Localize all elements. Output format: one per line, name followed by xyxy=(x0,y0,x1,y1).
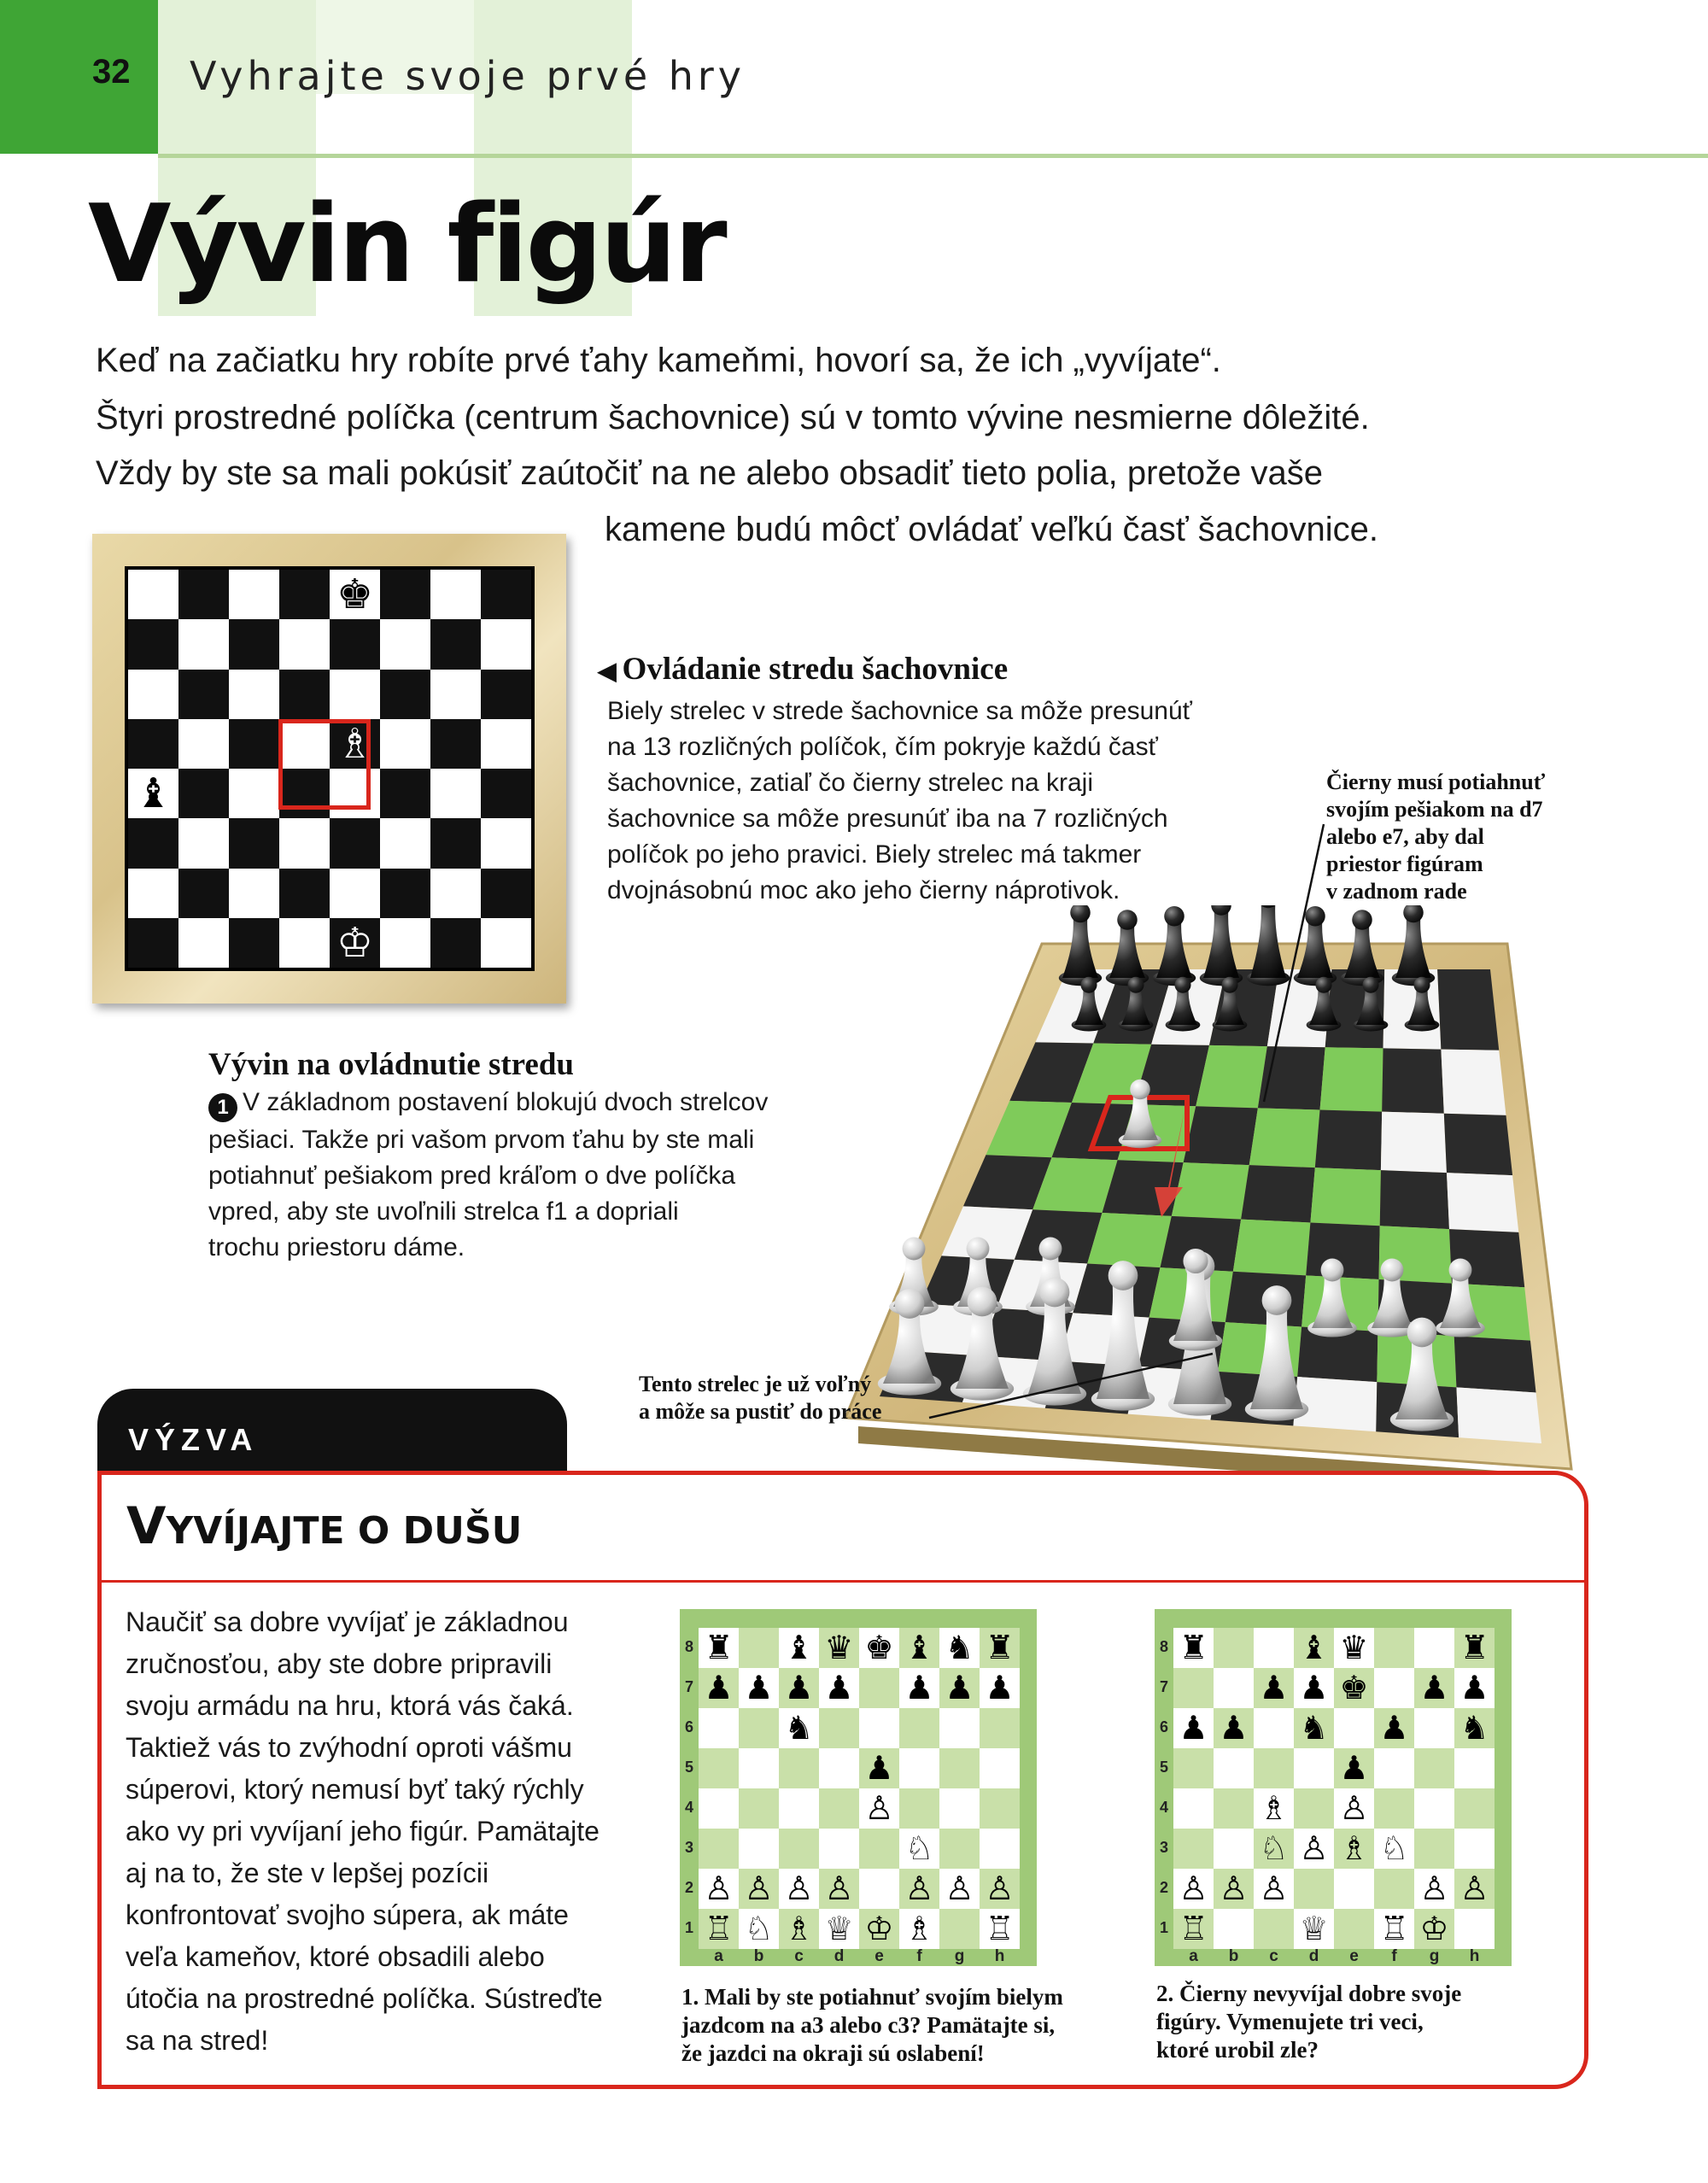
board-square xyxy=(1173,1748,1214,1788)
rank-label: 7 xyxy=(1159,1678,1168,1695)
rank-label: 4 xyxy=(1159,1799,1168,1816)
chess-piece-icon: ♟ xyxy=(980,1668,1020,1708)
text-line: potiahnuť pešiakom pred kráľom o dve políčka xyxy=(208,1162,736,1190)
text-line: šachovnice, zatiaľ čo čierny strelec na kraji xyxy=(607,769,1093,797)
file-label: e xyxy=(1349,1947,1359,1965)
board-square xyxy=(980,1748,1020,1788)
chess-piece-icon: ♜ xyxy=(1173,1628,1214,1668)
board-square xyxy=(1310,1168,1380,1226)
chess-piece-icon: ♔ xyxy=(859,1909,899,1949)
step-number-badge: 1 xyxy=(208,1093,237,1122)
board-square xyxy=(739,1628,779,1668)
file-label: c xyxy=(794,1947,804,1965)
chess-piece-icon: ♛ xyxy=(819,1628,859,1668)
text-line: trochu priestoru dáme. xyxy=(208,1233,465,1261)
file-label: g xyxy=(1429,1947,1440,1965)
chess-piece-icon: ♝ xyxy=(779,1628,819,1668)
chess-piece-icon: ♞ xyxy=(939,1628,980,1668)
development-heading: Vývin na ovládnutie stredu xyxy=(208,1047,574,1082)
challenge-title xyxy=(126,1496,522,1556)
chess-piece-icon: ♘ xyxy=(899,1829,939,1869)
board-square xyxy=(859,1708,899,1748)
text-line: V základnom postavení blokujú dvoch strelcov xyxy=(243,1088,769,1116)
chess-piece-icon: ♗ xyxy=(1254,1788,1294,1829)
rank-label: 4 xyxy=(684,1799,693,1816)
board-square xyxy=(1414,1628,1454,1668)
board-square xyxy=(1173,1829,1214,1869)
board-square xyxy=(939,1748,980,1788)
text-line: útočia na prostredné políčka. Sústreďte xyxy=(126,1983,603,2014)
chess-piece-icon: ♜ xyxy=(980,1628,1020,1668)
file-label: g xyxy=(954,1947,965,1965)
left-arrow-icon: ◀ xyxy=(598,658,623,685)
file-label: c xyxy=(1269,1947,1278,1965)
board-square xyxy=(980,1829,1020,1869)
chess-piece-icon: ♔ xyxy=(336,918,374,967)
chess-piece-icon: ♙ xyxy=(980,1869,1020,1909)
board-square xyxy=(1454,1748,1494,1788)
page-title: Vývin figúr xyxy=(88,181,725,307)
board-square xyxy=(1320,1047,1383,1111)
board-square xyxy=(819,1829,859,1869)
text-line: dvojnásobnú moc ako jeho čierny náprotivok. xyxy=(607,876,1120,904)
chess-piece-icon: ♙ xyxy=(1254,1869,1294,1909)
board-square xyxy=(859,1829,899,1869)
board-square xyxy=(739,1788,779,1829)
caption-line: 1. Mali by ste potiahnuť svojím bielym xyxy=(681,1984,1063,2010)
caption-line: figúry. Vymenujete tri veci, xyxy=(1156,2009,1424,2034)
callout-line: svojím pešiakom na d7 xyxy=(1326,797,1543,822)
file-label: f xyxy=(916,1947,922,1965)
chess-piece-icon: ♙ xyxy=(1334,1788,1374,1829)
file-label: h xyxy=(994,1947,1005,1965)
rank-label: 3 xyxy=(684,1839,693,1856)
caption-line: jazdcom na a3 alebo c3? Pamätajte si, xyxy=(681,2012,1056,2038)
center-control-text xyxy=(607,694,1192,909)
board-square xyxy=(1293,1377,1377,1431)
text-line: konfrontovať svojho súpera, ak máte xyxy=(126,1899,569,1930)
board-square xyxy=(899,1708,939,1748)
header-green-block xyxy=(0,0,158,154)
chess-piece-icon: ♙ xyxy=(1294,1829,1334,1869)
challenge-title-rest: YVÍJAJTE O DUŠU xyxy=(166,1509,523,1553)
board-square xyxy=(1214,1829,1254,1869)
board-square xyxy=(1380,1170,1449,1229)
chessboard-3d-illustration xyxy=(820,905,1580,1512)
diagram-grid xyxy=(1173,1628,1494,1949)
board-square xyxy=(819,1708,859,1748)
page-number: 32 xyxy=(92,53,131,91)
text-line: súperovi, ktorý nemusí byť taký rýchly xyxy=(126,1774,584,1805)
chess-piece-icon: ♘ xyxy=(1254,1829,1294,1869)
board-square xyxy=(1374,1788,1414,1829)
chess-piece-icon: ♕ xyxy=(819,1909,859,1949)
board-square xyxy=(1294,1869,1334,1909)
challenge-rule xyxy=(97,1580,1588,1583)
chess-piece-icon: ♖ xyxy=(980,1909,1020,1949)
intro-line: Štyri prostredné políčka (centrum šachovnice) sú v tomto vývine nesmierne dôležité. xyxy=(96,399,1370,436)
development-text xyxy=(208,1085,768,1266)
rank-label: 6 xyxy=(1159,1718,1168,1735)
board-square xyxy=(1374,1628,1414,1668)
chess-piece-icon: ♙ xyxy=(1414,1869,1454,1909)
chess-piece-icon: ♚ xyxy=(859,1628,899,1668)
board-square xyxy=(1254,1909,1294,1949)
chess-piece-icon: ♟ xyxy=(859,1748,899,1788)
file-label: b xyxy=(1228,1947,1239,1965)
board-square xyxy=(1454,1909,1494,1949)
chess-piece-icon: ♟ xyxy=(1254,1668,1294,1708)
board-square xyxy=(1214,1748,1254,1788)
center-control-heading xyxy=(598,651,1008,688)
board-square xyxy=(1374,1748,1414,1788)
board-square xyxy=(1294,1748,1334,1788)
board-square xyxy=(1414,1748,1454,1788)
board-square xyxy=(739,1708,779,1748)
chess-piece-icon: ♙ xyxy=(819,1869,859,1909)
chess-piece-icon: ♟ xyxy=(1173,1708,1214,1748)
chess-piece-icon: ♙ xyxy=(859,1788,899,1829)
callout-line: a môže sa pustiť do práce xyxy=(639,1399,882,1424)
intro-line: Keď na začiatku hry robíte prvé ťahy kameňmi, hovorí sa, že ich „vyvíjate“. xyxy=(96,342,1221,379)
rank-label: 2 xyxy=(1159,1879,1168,1896)
board-square xyxy=(1173,1788,1214,1829)
chess-piece-icon: ♟ xyxy=(1454,1668,1494,1708)
board-square xyxy=(699,1748,739,1788)
text-line: pešiaci. Takže pri vašom prvom ťahu by ste mali xyxy=(208,1126,755,1154)
board-square xyxy=(1294,1788,1334,1829)
board-square xyxy=(739,1748,779,1788)
file-label: d xyxy=(834,1947,845,1965)
chess-piece-icon: ♟ xyxy=(739,1668,779,1708)
chess-piece-icon: ♟ xyxy=(819,1668,859,1708)
chess-piece-icon: ♔ xyxy=(1414,1909,1454,1949)
center-control-heading-text: Ovládanie stredu šachovnice xyxy=(622,652,1009,687)
chess-piece-icon: ♟ xyxy=(1374,1708,1414,1748)
file-label: a xyxy=(1189,1947,1198,1965)
chess-piece-icon: ♖ xyxy=(1173,1909,1214,1949)
rank-label: 2 xyxy=(684,1879,693,1896)
chess-piece-icon: ♘ xyxy=(739,1909,779,1949)
board-square xyxy=(1454,1336,1536,1392)
board-square xyxy=(1173,1668,1214,1708)
chess-piece-icon: ♜ xyxy=(1454,1628,1494,1668)
board-square xyxy=(1334,1909,1374,1949)
text-line: vpred, aby ste uvoľnili strelca f1 a dopriali xyxy=(208,1197,679,1226)
chess-piece-icon: ♗ xyxy=(1334,1829,1374,1869)
rank-label: 1 xyxy=(684,1919,693,1936)
caption-line: že jazdci na okraji sú oslabení! xyxy=(681,2040,985,2066)
board-square xyxy=(1334,1708,1374,1748)
chess-piece-icon: ♟ xyxy=(1334,1748,1374,1788)
file-label: e xyxy=(874,1947,884,1965)
chess-piece-icon: ♝ xyxy=(899,1628,939,1668)
board-square xyxy=(1254,1708,1294,1748)
chess-piece-icon: ♙ xyxy=(939,1869,980,1909)
board-square xyxy=(1249,1108,1320,1168)
board-square xyxy=(1254,1628,1294,1668)
chess-piece-icon: ♟ xyxy=(939,1668,980,1708)
chess-piece-icon: ♙ xyxy=(899,1869,939,1909)
challenge-title-initial: V xyxy=(126,1496,167,1556)
rank-label: 7 xyxy=(684,1678,693,1695)
chess-piece-icon: ♟ xyxy=(899,1668,939,1708)
board-square xyxy=(1456,1387,1541,1443)
board-square xyxy=(1214,1628,1254,1668)
text-line: svoju armádu na hru, ktorá vás čaká. xyxy=(126,1690,574,1721)
board-square xyxy=(739,1829,779,1869)
board-square xyxy=(1214,1909,1254,1949)
diagram-grid xyxy=(699,1628,1020,1949)
chess-piece-icon: ♖ xyxy=(1374,1909,1414,1949)
text-line: sa na stred! xyxy=(126,2025,269,2056)
text-line: šachovnice sa môže presunúť iba na 7 rozličných xyxy=(607,805,1168,833)
board-square xyxy=(899,1748,939,1788)
board-square xyxy=(1447,1173,1518,1232)
rank-label: 5 xyxy=(1159,1759,1168,1776)
board-square xyxy=(1382,1048,1444,1113)
rank-label: 1 xyxy=(1159,1919,1168,1936)
chess-piece-icon: ♙ xyxy=(779,1869,819,1909)
board-square xyxy=(1444,1114,1512,1175)
chess-piece-icon: ♙ xyxy=(1454,1869,1494,1909)
rank-label: 5 xyxy=(684,1759,693,1776)
diagram-board-2 xyxy=(1155,1609,1512,1966)
board-square xyxy=(699,1708,739,1748)
file-label: f xyxy=(1391,1947,1397,1965)
chess-piece-icon: ♟ xyxy=(779,1668,819,1708)
board-square xyxy=(1414,1788,1454,1829)
intro-line: Vždy by ste sa mali pokúsiť zaútočiť na ne alebo obsadiť tieto polia, pretože vaše xyxy=(96,454,1323,492)
text-line: aj na to, že ste v lepšej pozícii xyxy=(126,1858,489,1888)
header-rule xyxy=(158,154,1708,158)
board-square xyxy=(779,1788,819,1829)
rank-label: 6 xyxy=(684,1718,693,1735)
board-square xyxy=(1214,1788,1254,1829)
diagram-board-1 xyxy=(680,1609,1037,1966)
center-highlight xyxy=(278,719,371,810)
board-square xyxy=(699,1788,739,1829)
text-line: zručnosťou, aby ste dobre pripravili xyxy=(126,1648,553,1679)
text-line: Naučiť sa dobre vyvíjať je základnou xyxy=(126,1607,569,1637)
chess-piece-icon: ♜ xyxy=(699,1628,739,1668)
text-line: veľa kameňov, ktoré obsadili alebo xyxy=(126,1941,545,1972)
board-square xyxy=(699,1829,739,1869)
text-line: Biely strelec v strede šachovnice sa môže presunúť xyxy=(607,697,1192,725)
chess-piece-icon: ♗ xyxy=(336,719,374,768)
text-line: ako vy pri vyvíjaní jeho figúr. Pamätajte xyxy=(126,1816,600,1846)
chess-piece-icon: ♞ xyxy=(779,1708,819,1748)
board-square xyxy=(939,1788,980,1829)
board-square xyxy=(1172,1162,1249,1219)
diagram-1-caption xyxy=(681,1983,1063,2068)
chess-piece-icon: ♞ xyxy=(1294,1708,1334,1748)
board-square xyxy=(1374,1668,1414,1708)
chess-piece-icon: ♕ xyxy=(1294,1909,1334,1949)
chess-piece-icon: ♙ xyxy=(1173,1869,1214,1909)
board-square xyxy=(1441,1050,1506,1115)
board-square xyxy=(1233,1220,1311,1276)
board-square xyxy=(1374,1869,1414,1909)
chess-piece-icon: ♟ xyxy=(1214,1708,1254,1748)
chess-piece-icon: ♚ xyxy=(1334,1668,1374,1708)
board-square xyxy=(1437,969,1499,1051)
file-label: a xyxy=(714,1947,723,1965)
rank-label: 8 xyxy=(684,1638,693,1655)
board-square xyxy=(1214,1668,1254,1708)
chess-piece-icon: ♗ xyxy=(899,1909,939,1949)
chess-piece-icon: ♗ xyxy=(779,1909,819,1949)
file-label: d xyxy=(1308,1947,1319,1965)
rank-label: 8 xyxy=(1159,1638,1168,1655)
rank-label: 3 xyxy=(1159,1839,1168,1856)
board-square xyxy=(1241,1165,1315,1222)
bishop-callout xyxy=(639,1371,881,1425)
challenge-text xyxy=(126,1601,603,2062)
file-label: h xyxy=(1469,1947,1480,1965)
chess-piece-icon: ♘ xyxy=(1374,1829,1414,1869)
chess-piece-icon: ♙ xyxy=(699,1869,739,1909)
board-square xyxy=(1258,1046,1325,1109)
board-square xyxy=(939,1909,980,1949)
board-square xyxy=(1381,1112,1447,1173)
running-title: Vyhrajte svoje prvé hry xyxy=(190,53,746,99)
board-square xyxy=(980,1788,1020,1829)
chess-piece-icon: ♝ xyxy=(1294,1628,1334,1668)
chess-piece-icon: ♙ xyxy=(739,1869,779,1909)
board-square xyxy=(1454,1829,1494,1869)
board-square xyxy=(819,1788,859,1829)
board-square xyxy=(1334,1869,1374,1909)
callout-line: priestor figúram xyxy=(1326,852,1483,876)
callout-line: Tento strelec je už voľný xyxy=(639,1372,872,1396)
board-square xyxy=(1414,1708,1454,1748)
board-square xyxy=(1414,1829,1454,1869)
board-square xyxy=(980,1708,1020,1748)
callout-line: alebo e7, aby dal xyxy=(1326,824,1484,849)
diagram-2-caption xyxy=(1156,1980,1461,2064)
chess-piece-icon: ♟ xyxy=(699,1668,739,1708)
chess-piece-icon: ♞ xyxy=(1454,1708,1494,1748)
text-line: na 13 rozličných políčok, čím pokryje každú časť xyxy=(607,733,1158,761)
caption-line: 2. Čierny nevyvíjal dobre svoje xyxy=(1156,1981,1462,2006)
board-square xyxy=(859,1668,899,1708)
callout-line: v zadnom rade xyxy=(1326,879,1467,904)
chess-piece-icon: ♟ xyxy=(1294,1668,1334,1708)
text-line: Taktiež vás to zvýhodní oproti vášmu xyxy=(126,1732,572,1763)
board-square xyxy=(939,1829,980,1869)
board-square xyxy=(1254,1748,1294,1788)
callout-line: Čierny musí potiahnuť xyxy=(1326,770,1546,794)
chess-piece-icon: ♖ xyxy=(699,1909,739,1949)
board-square xyxy=(1184,1106,1258,1165)
board-square xyxy=(859,1869,899,1909)
board-square xyxy=(819,1748,859,1788)
black-pawn-callout xyxy=(1326,769,1545,905)
chess-piece-icon: ♚ xyxy=(336,571,374,618)
board-square xyxy=(779,1829,819,1869)
text-line: políčok po jeho pravici. Biely strelec má takmer xyxy=(607,840,1142,869)
board-square xyxy=(899,1788,939,1829)
board-square xyxy=(1087,1213,1172,1267)
board-square xyxy=(779,1748,819,1788)
file-label: b xyxy=(753,1947,764,1965)
chess-piece-icon: ♙ xyxy=(1214,1869,1254,1909)
chess-piece-icon: ♟ xyxy=(1414,1668,1454,1708)
chess-piece-icon: ♛ xyxy=(1334,1628,1374,1668)
board-square xyxy=(1315,1109,1382,1170)
chess-piece-icon: ♝ xyxy=(134,770,173,817)
board-square xyxy=(1454,1788,1494,1829)
challenge-label: VÝZVA xyxy=(128,1422,259,1457)
caption-line: ktoré urobil zle? xyxy=(1156,2037,1319,2063)
intro-line: kamene budú môcť ovládať veľkú časť šachovnice. xyxy=(605,511,1379,548)
board-square xyxy=(939,1708,980,1748)
